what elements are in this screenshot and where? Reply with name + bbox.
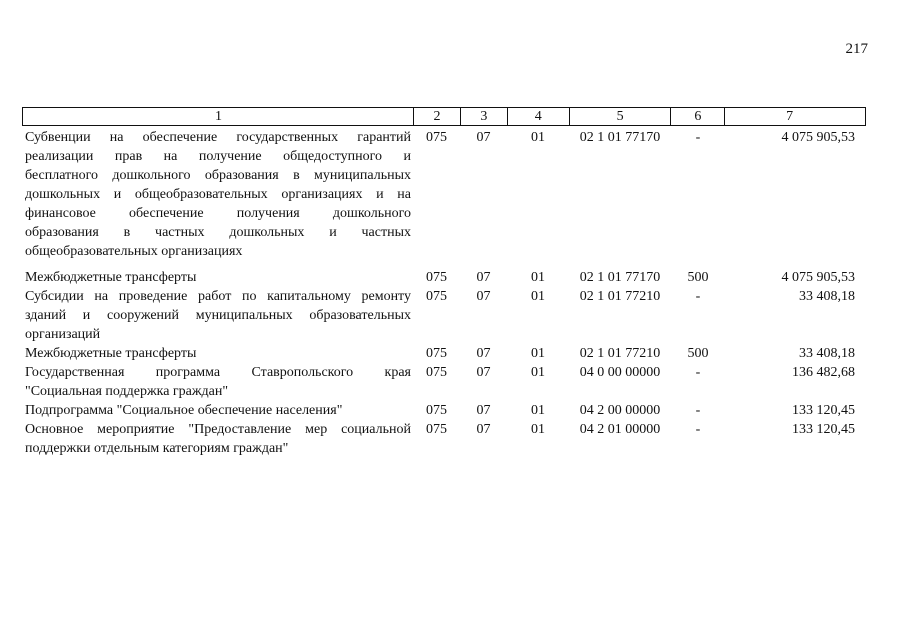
row-name-cell <box>22 287 413 344</box>
row-name-cell <box>22 363 413 401</box>
row-name-cell <box>22 268 413 287</box>
header-col-3: 3 <box>460 108 507 125</box>
row-name-line: зданий и сооружений муниципальных образовательных <box>25 308 411 323</box>
row-name-cell <box>22 128 413 261</box>
table-row <box>22 344 866 363</box>
row-name-line: Субсидии на проведение работ по капитальному ремонту <box>25 289 411 304</box>
header-col-2: 2 <box>413 108 460 125</box>
row-cell-c6: - <box>695 403 701 418</box>
row-cell-c4: 01 <box>531 289 545 304</box>
row-cell-c7: 4 075 905,53 <box>781 130 855 145</box>
row-cell-c6: - <box>695 422 701 437</box>
row-name-line: дошкольных и общеобразовательных организациях и на <box>25 187 411 202</box>
header-col-6: 6 <box>670 108 724 125</box>
row-cell-c2: 075 <box>426 270 447 285</box>
row-cell-c5: 02 1 01 77170 <box>579 270 661 285</box>
row-cell-c5: 04 0 00 00000 <box>579 365 661 380</box>
row-name-line: Межбюджетные трансферты <box>25 270 197 285</box>
row-cell-c3: 07 <box>476 403 491 418</box>
row-name-line: бесплатного дошкольного образования в муниципальных <box>25 168 411 183</box>
row-cell-c2: 075 <box>426 365 447 380</box>
row-cell-c2: 075 <box>426 422 447 437</box>
row-cell-c7: 136 482,68 <box>792 365 855 380</box>
row-name-cell <box>22 401 413 420</box>
table-row <box>22 401 866 420</box>
row-cell-c7: 133 120,45 <box>792 403 855 418</box>
row-name-cell <box>22 420 413 458</box>
row-cell-c7: 33 408,18 <box>799 289 855 304</box>
row-cell-c7: 4 075 905,53 <box>781 270 855 285</box>
row-cell-c6: - <box>695 365 701 380</box>
header-col-4: 4 <box>507 108 569 125</box>
row-cell-c4: 01 <box>531 130 545 145</box>
row-name-line: реализации прав на получение общедоступного и <box>25 149 411 164</box>
table-row <box>22 128 866 261</box>
header-col-1: 1 <box>215 109 223 124</box>
table-row <box>22 363 866 401</box>
row-name-cell <box>22 344 413 363</box>
table-row <box>22 268 866 287</box>
row-cell-c5: 02 1 01 77210 <box>579 346 661 361</box>
row-cell-c3: 07 <box>476 270 491 285</box>
row-cell-c5: 04 2 00 00000 <box>579 403 661 418</box>
row-cell-c2: 075 <box>426 403 447 418</box>
row-cell-c6: 500 <box>687 270 709 285</box>
row-name-line: общеобразовательных организациях <box>25 244 243 259</box>
row-cell-c2: 075 <box>426 289 447 304</box>
row-cell-c5: 02 1 01 77170 <box>579 130 661 145</box>
row-cell-c6: - <box>695 130 701 145</box>
row-cell-c7: 33 408,18 <box>799 346 855 361</box>
row-name-line: образования в частных дошкольных и частных <box>25 225 411 240</box>
table-body <box>22 128 866 458</box>
row-cell-c3: 07 <box>476 289 491 304</box>
row-cell-c6: 500 <box>687 346 709 361</box>
row-name-line: поддержки отдельным категориям граждан" <box>25 441 289 456</box>
row-name-line: Субвенции на обеспечение государственных гарантий <box>25 130 411 145</box>
table-row <box>22 420 866 458</box>
row-name-line: Основное мероприятие "Предоставление мер социальной <box>25 422 411 437</box>
row-name-line: организаций <box>25 327 101 342</box>
table-header-row <box>22 107 866 126</box>
row-cell-c4: 01 <box>531 270 545 285</box>
header-col-5: 5 <box>569 108 671 125</box>
row-cell-c4: 01 <box>531 365 545 380</box>
row-cell-c2: 075 <box>426 130 447 145</box>
row-name-line: Межбюджетные трансферты <box>25 346 197 361</box>
row-name-line: Подпрограмма "Социальное обеспечение населения" <box>25 403 343 418</box>
page-number: 217 <box>845 41 868 57</box>
row-cell-c4: 01 <box>531 403 545 418</box>
table-row <box>22 287 866 344</box>
row-cell-c5: 04 2 01 00000 <box>579 422 661 437</box>
row-cell-c5: 02 1 01 77210 <box>579 289 661 304</box>
row-cell-c3: 07 <box>476 130 491 145</box>
row-cell-c6: - <box>695 289 701 304</box>
row-cell-c3: 07 <box>476 365 491 380</box>
budget-table <box>22 107 866 458</box>
row-name-line: Государственная программа Ставропольского края <box>25 365 411 380</box>
row-name-line: "Социальная поддержка граждан" <box>25 384 229 399</box>
header-col-7: 7 <box>724 108 865 125</box>
row-cell-c2: 075 <box>426 346 447 361</box>
row-name-line: финансовое обеспечение получения дошкольного <box>25 206 411 221</box>
row-cell-c3: 07 <box>476 422 491 437</box>
row-cell-c7: 133 120,45 <box>792 422 855 437</box>
row-cell-c3: 07 <box>476 346 491 361</box>
row-cell-c4: 01 <box>531 422 545 437</box>
row-cell-c4: 01 <box>531 346 545 361</box>
